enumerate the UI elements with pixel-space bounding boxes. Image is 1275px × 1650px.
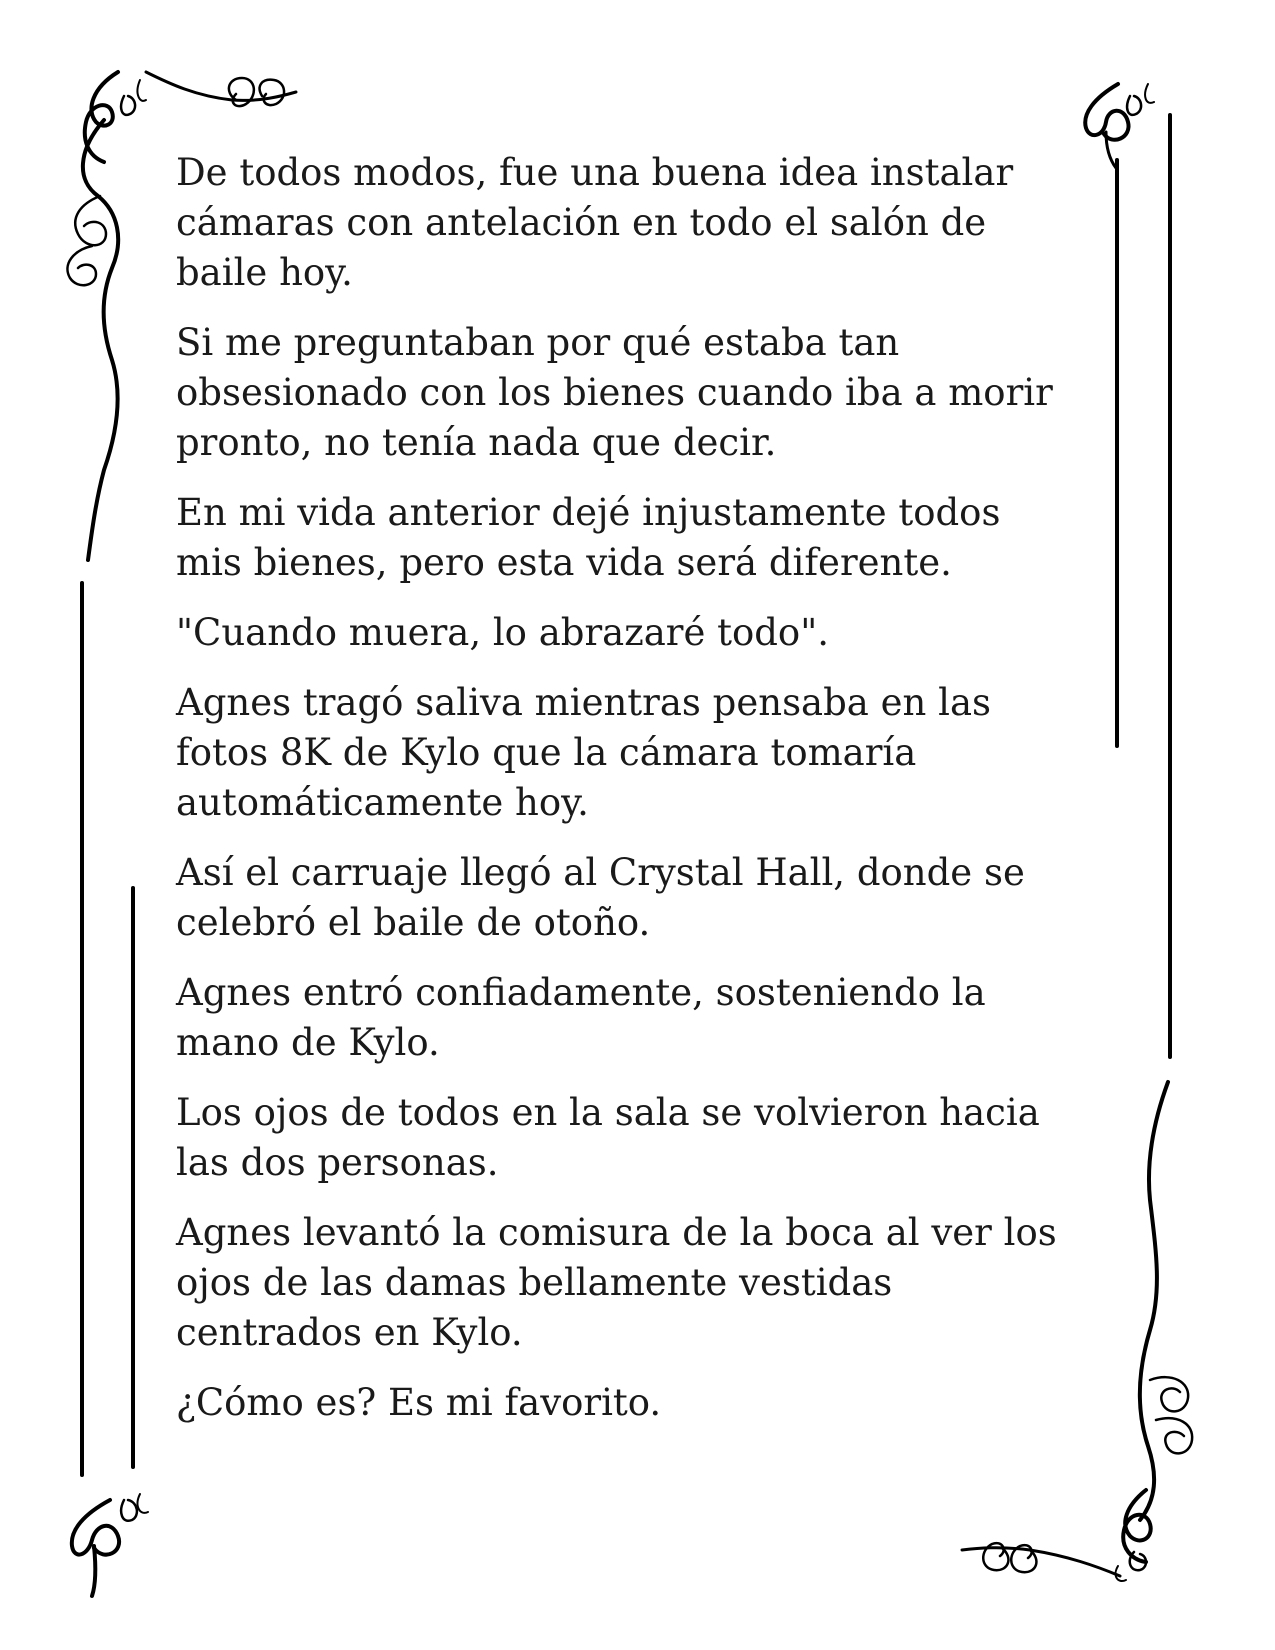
document-body	[176, 148, 1096, 1448]
paragraph: Agnes tragó saliva mientras pensaba en las fotos 8K de Kylo que la cámara tomaría automáticamente hoy.	[176, 681, 991, 824]
paragraph: Si me preguntaban por qué estaba tan obsesionado con los bienes cuando iba a morir pronto, no tenía nada que decir.	[176, 321, 1053, 464]
bottom-left-flourish	[72, 1494, 148, 1596]
paragraph: "Cuando muera, lo abrazaré todo".	[176, 611, 829, 654]
paragraph: De todos modos, fue una buena idea instalar cámaras con antelación en todo el salón de baile hoy.	[176, 151, 1014, 294]
paragraph: En mi vida anterior dejé injustamente todos mis bienes, pero esta vida será diferente.	[176, 491, 1001, 584]
paragraph: Los ojos de todos en la sala se volvieron hacia las dos personas.	[176, 1091, 1040, 1184]
paragraph: ¿Cómo es? Es mi favorito.	[176, 1381, 662, 1424]
paragraph: Agnes levantó la comisura de la boca al ver los ojos de las damas bellamente vestidas centrados en Kylo.	[176, 1211, 1057, 1354]
paragraph: Agnes entró confiadamente, sosteniendo la mano de Kylo.	[176, 971, 986, 1064]
paragraph: Así el carruaje llegó al Crystal Hall, donde se celebró el baile de otoño.	[176, 851, 1025, 944]
